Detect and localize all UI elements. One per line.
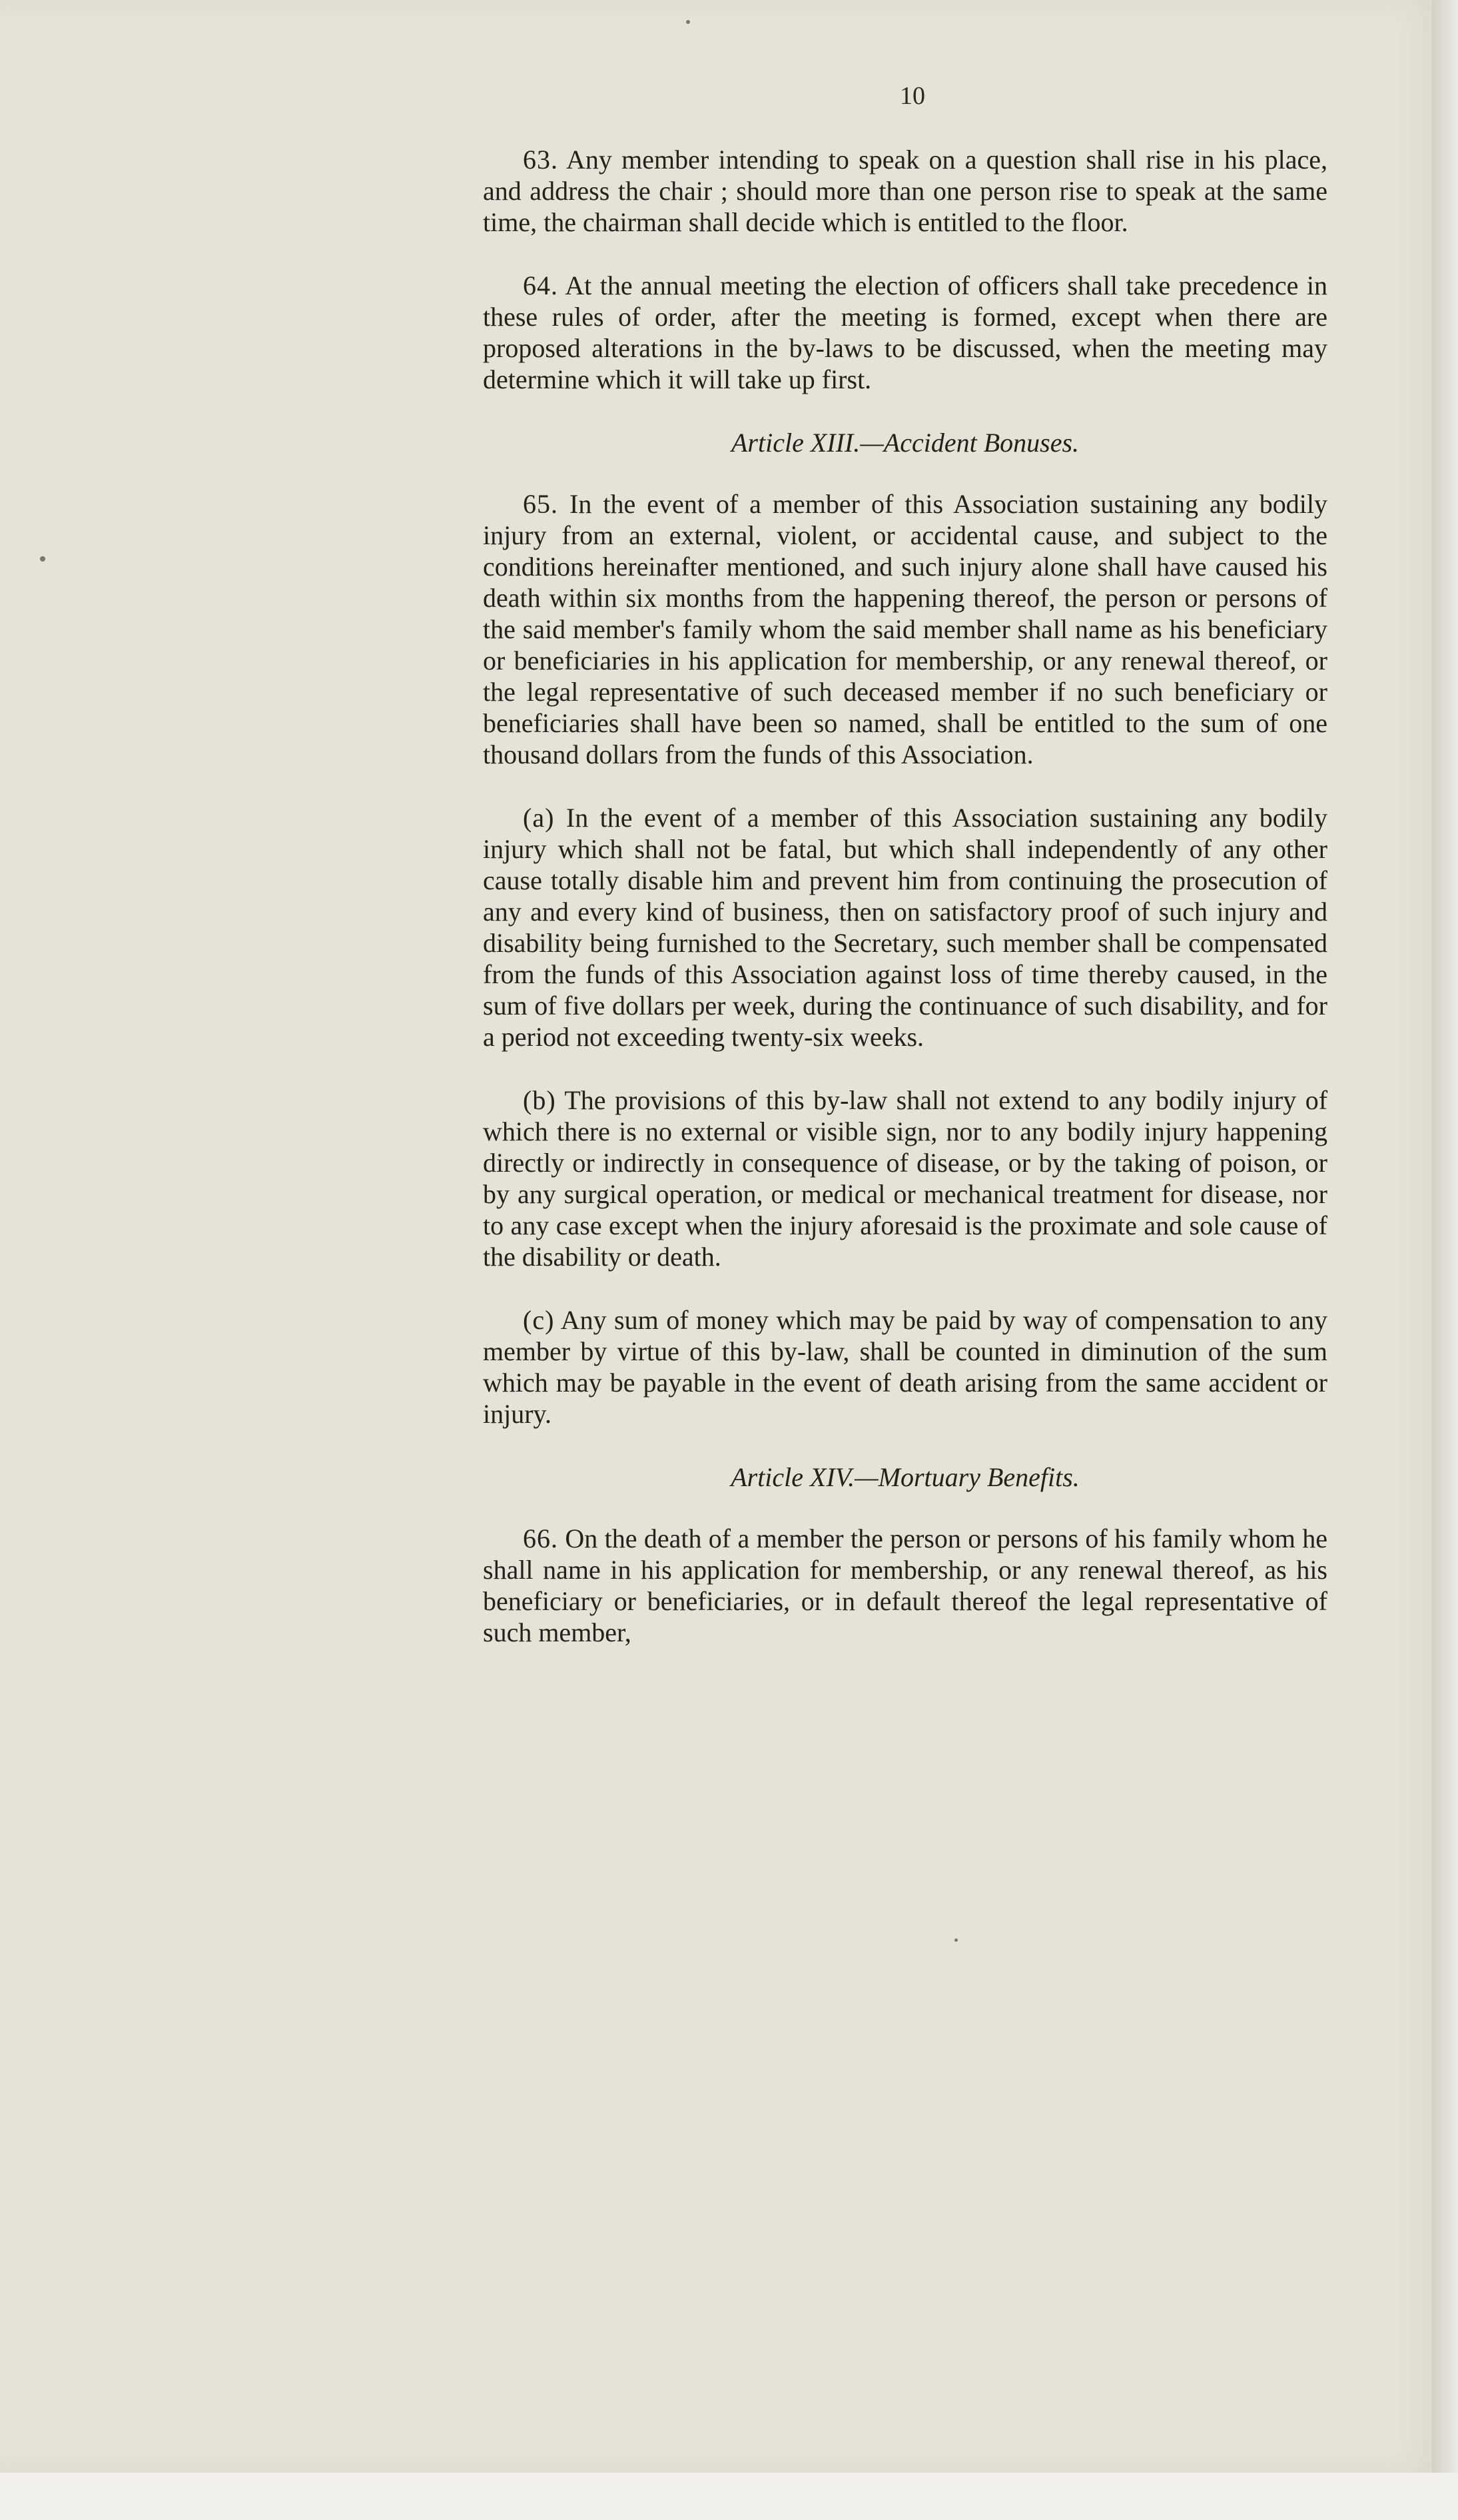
paper-speck: [40, 556, 45, 562]
paper-speck: [954, 1938, 958, 1942]
bottom-margin-strip: [0, 2473, 1458, 2520]
paragraph-text: On the death of a member the person or persons of his family whom he shall name in his application for membership, or any renewal thereof, as his beneficiary or beneficiaries, or in default thereof the legal representative of such member,: [483, 1523, 1327, 1647]
paragraph-63: [483, 144, 1327, 238]
paragraph-65c: [483, 1304, 1327, 1430]
body-text-column: [483, 144, 1327, 1680]
paragraph-text: Any member intending to speak on a question shall rise in his place, and address the chair ; should more than one person rise to speak at the same time, the chairman shall decide which is entitled to the floor.: [483, 145, 1327, 237]
paragraph-number: 65.: [523, 489, 558, 519]
paragraph-number: 64.: [523, 270, 558, 300]
paragraph-65b: [483, 1084, 1327, 1272]
paragraph-text: In the event of a member of this Association sustaining any bodily injury from an external, violent, or accidental cause, and subject to the conditions hereinafter mentioned, and such injury alone shall have caused his death within six months from the happening thereof, the person or persons of the said member's family whom the said member shall name as his beneficiary or beneficiaries in his application for membership, or any renewal thereof, or the legal representative of such deceased member if no such beneficiary or beneficiaries shall have been so named, shall be entitled to the sum of one thousand dollars from the funds of this Association.: [483, 489, 1328, 769]
page-edge: [1432, 0, 1458, 2520]
page-number: 10: [900, 82, 925, 110]
paragraph-text: At the annual meeting the election of officers shall take precedence in these rules of order, after the meeting is formed, except when there are proposed alterations in the by-laws to be discussed, when the meeting may determine which it will take up first.: [483, 270, 1327, 394]
paragraph-text: The provisions of this by-law shall not extend to any bodily injury of which there is no external or visible sign, nor to any bodily injury happening directly or indirectly in consequence of disease, or by the taking of poison, or by any surgical operation, or medical or mechanical treatment for disease, nor to any case except when the injury aforesaid is the proximate and sole cause of the disability or death.: [483, 1085, 1328, 1272]
paragraph-number: (c): [523, 1305, 555, 1335]
paragraph-number: (a): [523, 803, 555, 833]
paragraph-text: Any sum of money which may be paid by way of compensation to any member by virtue of this by-law, shall be counted in diminution of the sum which may be payable in the event of death arising from the same accident or injury.: [483, 1305, 1327, 1429]
paragraph-66: [483, 1523, 1327, 1648]
paragraph-number: 66.: [523, 1523, 558, 1553]
paragraph-text: In the event of a member of this Association sustaining any bodily injury which shall not be fatal, but which shall independently of any other cause totally disable him and prevent him from continuing the prosecution of any and every kind of business, then on satisfactory proof of such injury and disability being furnished to the Secretary, such member shall be compensated from the funds of this Association against loss of time thereby caused, in the sum of five dollars per week, during the continuance of such disability, and for a period not exceeding twenty-six weeks.: [483, 803, 1328, 1052]
paragraph-number: 63.: [523, 145, 558, 175]
paper-speck: [686, 20, 690, 24]
article-heading-xiii: Article XIII.—Accident Bonuses.: [731, 428, 1080, 458]
paragraph-number: (b): [523, 1085, 556, 1115]
paragraph-65a: [483, 802, 1327, 1052]
article-heading-xiv: Article XIV.—Mortuary Benefits.: [731, 1462, 1080, 1492]
paragraph-64: [483, 270, 1327, 395]
paragraph-65: [483, 488, 1327, 770]
